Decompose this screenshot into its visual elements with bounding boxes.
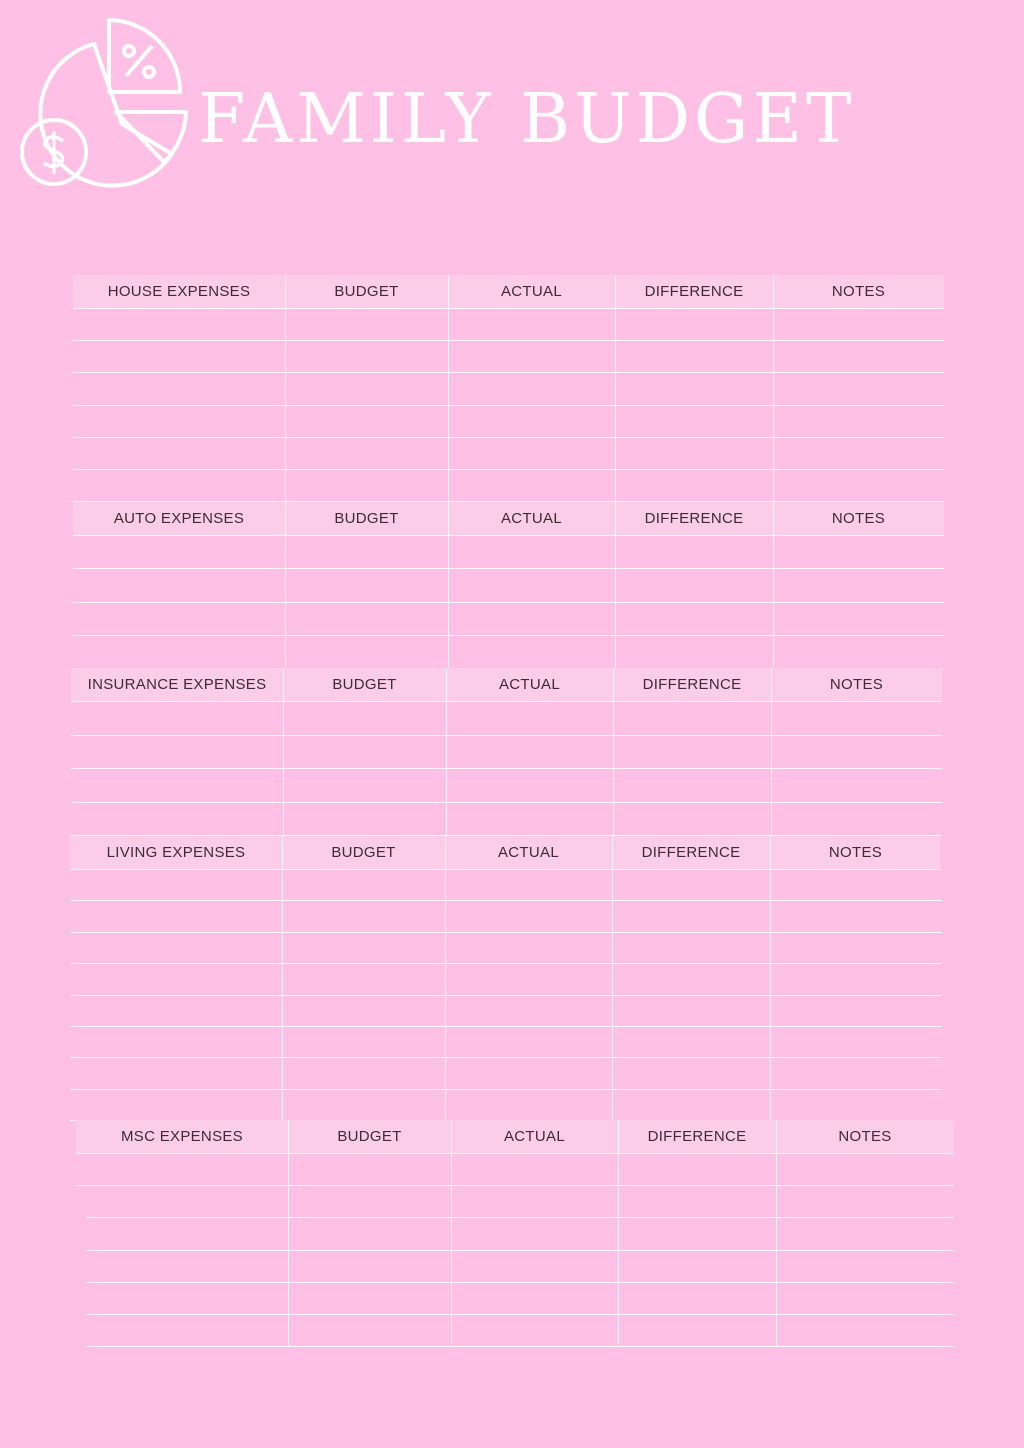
difference-column-header: DIFFERENCE	[647, 1128, 747, 1145]
table-row[interactable]	[73, 469, 944, 501]
table-row[interactable]	[76, 1250, 954, 1282]
header-row	[73, 502, 944, 535]
table-row[interactable]	[70, 869, 941, 900]
table-row[interactable]	[71, 701, 942, 735]
page-title: FAMILY BUDGET	[198, 80, 856, 159]
difference-column-header: DIFFERENCE	[644, 283, 744, 300]
notes-column-header: NOTES	[828, 844, 883, 861]
budget-column-header: BUDGET	[332, 676, 397, 693]
budget-column-header: BUDGET	[334, 283, 399, 300]
table-row[interactable]	[70, 1057, 941, 1088]
actual-column-header: ACTUAL	[498, 844, 559, 861]
table-row[interactable]	[70, 900, 941, 931]
table-row[interactable]	[73, 372, 944, 404]
table-row[interactable]	[70, 1026, 941, 1057]
actual-column-header: ACTUAL	[501, 510, 562, 527]
table-row[interactable]	[76, 1282, 954, 1314]
table-row[interactable]	[73, 635, 944, 668]
dollar-coin-icon	[22, 120, 86, 184]
section-label: INSURANCE EXPENSES	[87, 676, 267, 693]
auto-expenses-table	[73, 502, 944, 668]
notes-column-header: NOTES	[829, 676, 884, 693]
header-row	[73, 275, 944, 308]
table-row[interactable]	[76, 1314, 954, 1346]
section-label: HOUSE EXPENSES	[107, 283, 251, 300]
living-expenses-table	[70, 836, 941, 1120]
difference-column-header: DIFFERENCE	[644, 510, 744, 527]
house-expenses-table	[73, 275, 944, 501]
msc-expenses-table	[76, 1120, 954, 1346]
header-row	[70, 836, 941, 869]
table-row[interactable]	[73, 405, 944, 437]
difference-column-header: DIFFERENCE	[641, 844, 741, 861]
actual-column-header: ACTUAL	[501, 283, 562, 300]
section-label: MSC EXPENSES	[121, 1128, 243, 1145]
budget-logo	[14, 14, 194, 194]
table-row[interactable]	[71, 768, 942, 802]
table-row[interactable]	[73, 568, 944, 601]
notes-column-header: NOTES	[831, 283, 886, 300]
actual-column-header: ACTUAL	[499, 676, 560, 693]
table-row[interactable]	[76, 1153, 954, 1185]
notes-column-header: NOTES	[838, 1128, 892, 1145]
section-label: AUTO EXPENSES	[113, 510, 245, 527]
insurance-expenses-table	[71, 668, 942, 835]
table-row[interactable]	[70, 963, 941, 994]
notes-column-header: NOTES	[831, 510, 886, 527]
table-row[interactable]	[70, 932, 941, 963]
budget-column-header: BUDGET	[334, 510, 399, 527]
section-label: LIVING EXPENSES	[106, 844, 246, 861]
row-line	[86, 1346, 954, 1347]
percent-icon	[109, 20, 180, 92]
table-row[interactable]	[70, 1089, 941, 1120]
table-row[interactable]	[71, 735, 942, 769]
table-row[interactable]	[76, 1217, 954, 1249]
header-row	[71, 668, 942, 701]
table-row[interactable]	[71, 802, 942, 836]
budget-column-header: BUDGET	[337, 1128, 402, 1145]
table-row[interactable]	[70, 995, 941, 1026]
actual-column-header: ACTUAL	[504, 1128, 565, 1145]
table-row[interactable]	[73, 308, 944, 340]
table-row[interactable]	[73, 340, 944, 372]
header-row	[76, 1120, 954, 1153]
difference-column-header: DIFFERENCE	[642, 676, 742, 693]
table-row[interactable]	[73, 535, 944, 568]
table-row[interactable]	[76, 1185, 954, 1217]
table-row[interactable]	[73, 602, 944, 635]
budget-column-header: BUDGET	[331, 844, 396, 861]
table-row[interactable]	[73, 437, 944, 469]
